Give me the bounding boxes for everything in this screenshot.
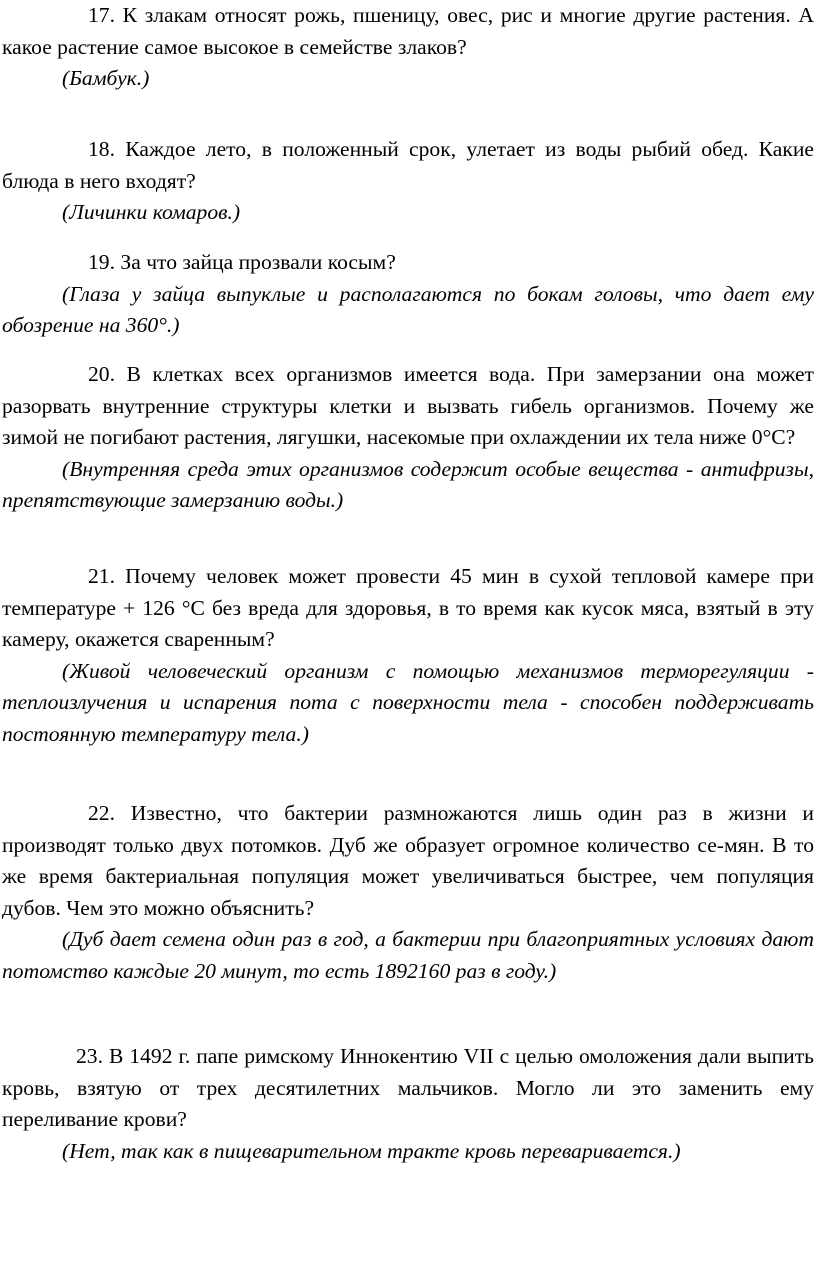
question-item-19 — [2, 247, 814, 342]
question-item-23 — [2, 1041, 814, 1167]
question-text: 23. В 1492 г. папе римскому Иннокентию VII с целью омоложения дали выпить кровь, взятую от трех десятилетних мальчиков. Могло ли это заменить ему переливание крови? — [2, 1044, 814, 1131]
question-text: 18. Каждое лето, в положенный срок, улетает из воды рыбий обед. Какие блюда в него входят? — [2, 137, 814, 193]
question-item-18 — [2, 134, 814, 229]
answer-text: (Глаза у зайца выпуклые и располагаются по бокам головы, что дает ему обозрение на 360°.) — [2, 281, 814, 337]
question-text: 21. Почему человек может провести 45 мин в сухой тепловой камере при температуре + 126 °С без вреда для здоровья, в то время как кусок мяса, взятый в эту камеру, окажется сваренным? — [2, 564, 814, 651]
question-text: 19. За что зайца прозвали косым? — [88, 250, 396, 274]
question-item-17 — [2, 0, 814, 95]
answer-text: (Внутренняя среда этих организмов содержит особые вещества - антифризы, препятствующие замерзанию воды.) — [2, 456, 814, 512]
answer-text: (Личинки комаров.) — [62, 200, 241, 224]
question-text: 20. В клетках всех организмов имеется вода. При замерзании она может разорвать внутренние структуры клетки и вызвать гибель организмов. Почему же зимой не погибают растения, лягушки, насекомые при охлаждении их тела ниже 0°С? — [2, 362, 814, 449]
answer-text: (Бамбук.) — [62, 66, 150, 90]
answer-text: (Нет, так как в пищеварительном тракте кровь переваривается.) — [62, 1138, 681, 1163]
question-text: 17. К злакам относят рожь, пшеницу, овес, рис и многие другие растения. А какое растение самое высокое в семействе злаков? — [2, 3, 814, 59]
answer-text: (Дуб дает семена один раз в год, а бактерии при благоприятных условиях дают потомство каждые 20 минут, то есть 1892160 раз в году.) — [2, 927, 814, 983]
question-item-21 — [2, 561, 814, 750]
question-item-20 — [2, 359, 814, 517]
answer-text: (Живой человеческий организм с помощью механизмов терморегуляции - теплоизлучения и испарения пота с поверхности тела - способен поддерживать постоянную температуру тела.) — [2, 658, 814, 746]
question-text: 22. Известно, что бактерии размножаются лишь один раз в жизни и производят только двух потомков. Дуб же образует огромное количество се-мян. В то же время бактериальная популяция может увеличиваться быстрее, чем популяция дубов. Чем это можно объяснить? — [2, 801, 814, 920]
question-item-22 — [2, 798, 814, 987]
